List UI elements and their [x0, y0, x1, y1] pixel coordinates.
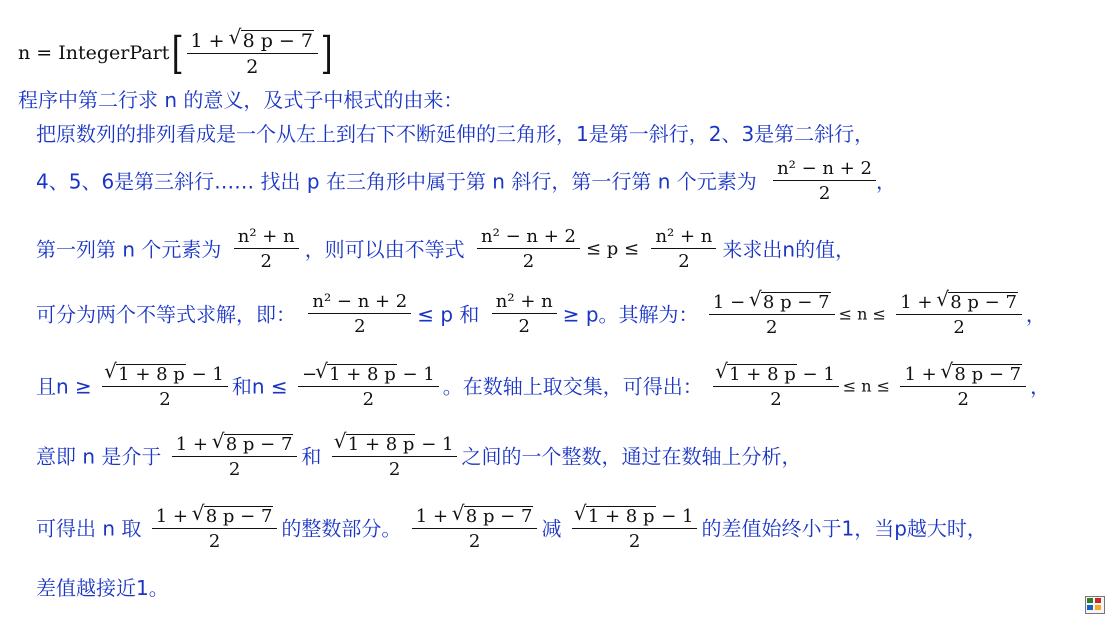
text-line-7: 意即 n 是介于 $\frac{1 + √ 8 p - 7}{2}$ 和 √ $\frac{1 + 8 p - 1}{2}$ 之间的一个整数，通过在数轴上分析， — [36, 434, 801, 479]
fraction-8a: $\frac{1 + √ 8 p - 7}{2}$ — [152, 506, 278, 551]
fraction-6d: $\frac{1 + √ 8 p - 7}{2}$ — [900, 364, 1026, 409]
text-line-3: 4、5、6是第三斜行…… 找出 p 在三角形中属于第 n 斜行，第一行第 n 个元素为 $\frac{\text{n² − n + 2}}{2}$ ， — [36, 158, 896, 204]
text-line-1: 程序中第二行求 n 的意义，及式子中根式的由来： — [18, 88, 464, 112]
text-line-6: 且n ≥ √ $\frac{1 + 8 p - 1}{2}$ 和n ≤ $\frac{-√ 1 + 8 p - 1}{2}$ 。在数轴上取交集，可得出： √ $\frac{1 + 8 p - 1}{2}$ ≤ n ≤ $\frac{1 + √ 8 p - 7}{2}$ ， — [36, 364, 1050, 409]
fraction-7a: $\frac{1 + √ 8 p - 7}{2}$ — [172, 434, 298, 479]
fraction-5c: $\frac{1 - √ 8 p - 7}{2}$ — [709, 292, 835, 337]
fraction-8c: √ $\frac{1 + 8 p - 1}{2}$ — [572, 506, 698, 551]
right-bracket: ] — [320, 27, 333, 79]
text-line-2: 把原数列的排列看成是一个从左上到右下不断延伸的三角形，1是第一斜行，2、3是第二斜行， — [36, 122, 875, 146]
fraction-6a: √ $\frac{1 + 8 p - 1}{2}$ — [102, 364, 228, 409]
formula-fraction: $\frac{1 + √ 8 p - 7}{2}$ — [187, 30, 318, 77]
text-line-5: 可分为两个不等式求解，即： $\frac{\text{n² − n + 2}}{2}$ ≤ p 和 $\frac{\text{n² + n}}{2}$ ≥ p。其解为： $\frac{1 - √ 8 p - 7}{2}$ ≤ n ≤ $\frac{1 + √ 8 p - 7}{2}$ ， — [36, 292, 1046, 337]
text-line-8: 可得出 n 取 $\frac{1 + √ 8 p - 7}{2}$ 的整数部分。 $\frac{1 + √ 8 p - 7}{2}$ 减 √ $\frac{1 + 8 p - 1}{2}$ 的差值始终小于1，当p越大时， — [36, 506, 987, 551]
app-logo-icon — [1085, 596, 1105, 614]
left-bracket: [ — [171, 27, 184, 79]
fraction-5d: $\frac{1 + √ 8 p - 7}{2}$ — [896, 292, 1022, 337]
text-line-9: 差值越接近1。 — [36, 576, 169, 600]
fraction-n2-plus: $\frac{\text{n² + n}}{2}$ — [234, 228, 299, 271]
fraction-n2-minus-2: $\frac{\text{n² − n + 2}}{2}$ — [477, 228, 580, 271]
text-line-4: 第一列第 n 个元素为 $\frac{\text{n² + n}}{2}$ ，则可以由不等式 $\frac{\text{n² − n + 2}}{2}$ ≤ p ≤ $\frac{\text{n² + n}}{2}$ 来求出n的值， — [36, 226, 856, 272]
fraction-n2-minus: $\frac{\text{n² − n + 2}}{2}$ — [773, 160, 876, 203]
fraction-8b: $\frac{1 + √ 8 p - 7}{2}$ — [412, 506, 538, 551]
fraction-6b: $\frac{-√ 1 + 8 p - 1}{2}$ — [298, 364, 439, 409]
fraction-7b: √ $\frac{1 + 8 p - 1}{2}$ — [332, 434, 458, 479]
formula-left: n = IntegerPart — [18, 42, 170, 64]
fraction-5b: $\frac{\text{n² + n}}{2}$ — [492, 293, 557, 336]
fraction-5a: $\frac{\text{n² − n + 2}}{2}$ — [308, 293, 411, 336]
fraction-6c: √ $\frac{1 + 8 p - 1}{2}$ — [713, 364, 839, 409]
fraction-n2-plus-2: $\frac{\text{n² + n}}{2}$ — [651, 228, 716, 271]
formula-line — [18, 27, 335, 79]
